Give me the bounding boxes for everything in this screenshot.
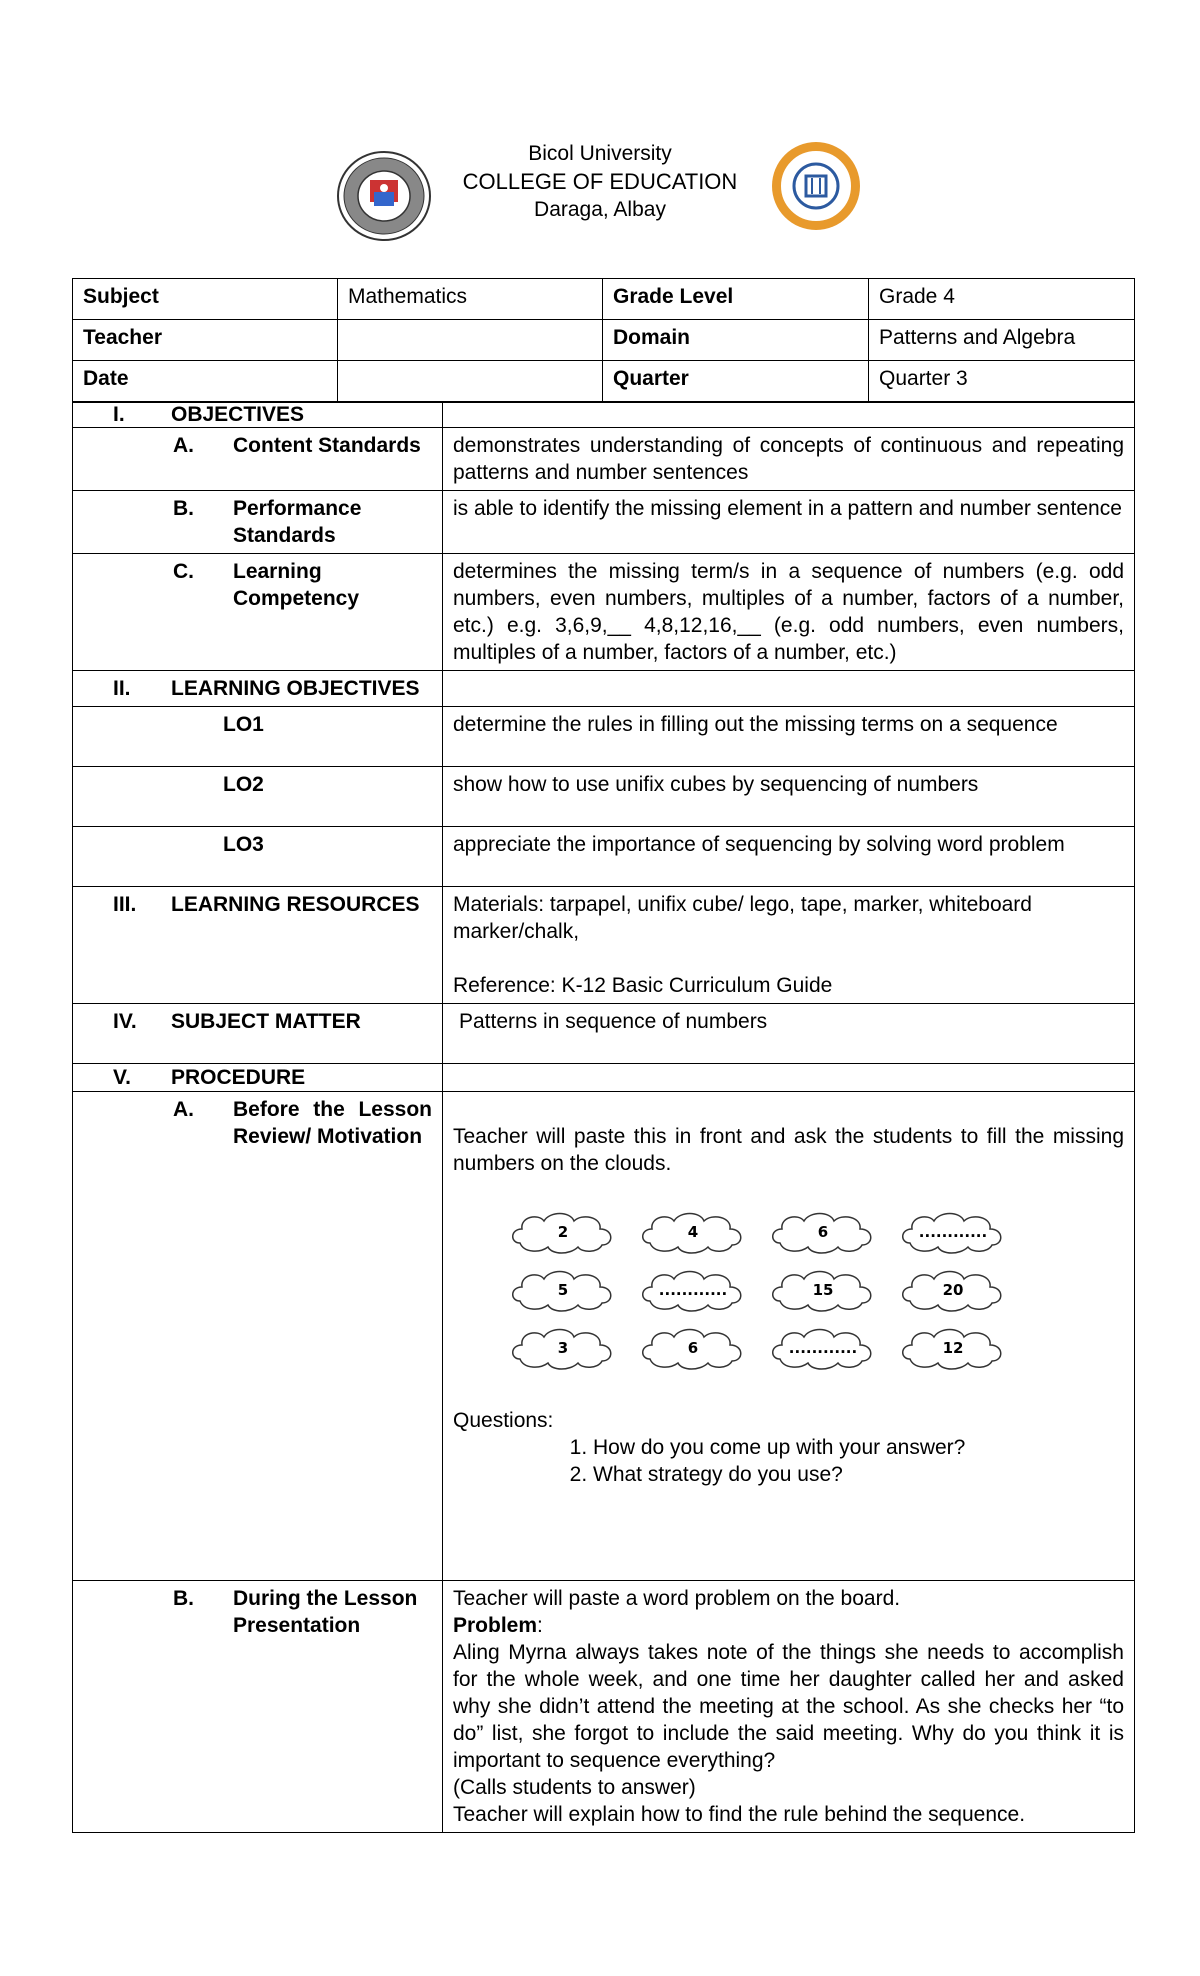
during-lesson-row: B. During the Lesson Presentation Teacher will paste a word problem on the board. Problem: Aling Myrna always takes note of the things she needs to accomplish for the whole week, and one time her daughter called her and asked why she didn’t attend the meeting at the school. As she checks her “to do” list, she forgot to include the said meeting. Why do you think it is important to sequence everything? (Calls students to answer) Teacher will explain how to find the rule behind the sequence.: [73, 1581, 1135, 1833]
lesson-plan-table: [72, 402, 1135, 1833]
lesson-info-table: [72, 278, 1135, 402]
performance-standards-label: Performance Standards: [233, 497, 362, 547]
lo1-text: determine the rules in filling out the missing terms on a sequence: [443, 707, 1135, 767]
objectives-section-row: [73, 403, 1135, 428]
section-title: LEARNING OBJECTIVES: [171, 677, 420, 700]
teacher-value: [338, 320, 603, 361]
subject-matter-text: Patterns in sequence of numbers: [443, 1004, 1135, 1064]
before-lesson-text: Teacher will paste this in front and ask the students to fill the missing numbers on the clouds.: [453, 1125, 1124, 1175]
section-number: III.: [113, 893, 137, 916]
learning-competency-label: Learning Competency: [233, 560, 360, 610]
learning-resources-section-row: [73, 887, 1135, 1004]
learning-objectives-section-row: [73, 671, 1135, 707]
subject-matter-section-row: [73, 1004, 1135, 1064]
cloud-number: ............: [918, 1223, 988, 1241]
item-letter: A.: [173, 1098, 194, 1121]
domain-label: Domain: [603, 320, 869, 361]
lo2-text: show how to use unifix cubes by sequencing of numbers: [443, 767, 1135, 827]
section-title: LEARNING RESOURCES: [171, 893, 420, 916]
cloud-item: [638, 1265, 748, 1313]
problem-label: Problem: [453, 1614, 538, 1637]
section-title: PROCEDURE: [171, 1066, 306, 1089]
item-letter: A.: [173, 434, 194, 457]
during-lesson-label: During the Lesson Presentation: [233, 1587, 418, 1637]
before-lesson-row: [73, 1092, 1135, 1581]
section-title: SUBJECT MATTER: [171, 1010, 361, 1033]
cloud-item: [898, 1207, 1008, 1255]
university-name: Bicol University: [528, 142, 672, 165]
section-number: IV.: [113, 1010, 137, 1033]
location: Daraga, Albay: [534, 198, 666, 221]
cloud-item: [508, 1265, 618, 1313]
content-standards-label: Content Standards: [233, 434, 421, 457]
cloud-number: 20: [942, 1281, 964, 1299]
grade-level-value: Grade 4: [869, 279, 1135, 320]
item-letter: B.: [173, 1587, 194, 1610]
learning-competency-text: determines the missing term/s in a sequence of numbers (e.g. odd numbers, even numbers, multiples of a number, factors of a number, etc.) e.g. 3,6,9,__ 4,8,12,16,__ (e.g. odd numbers, even numbers, multiples of a number, factors of a number, etc.): [443, 554, 1135, 671]
college-name: COLLEGE OF EDUCATION: [462, 169, 738, 194]
materials-text: Materials: tarpapel, unifix cube/ lego, tape, marker, whiteboard marker/chalk,: [453, 893, 1032, 943]
cloud-item: [638, 1323, 748, 1371]
question-item: 2. What strategy do you use?: [593, 1461, 1124, 1488]
content-standards-text: demonstrates understanding of concepts of continuous and repeating patterns and number sentences: [443, 428, 1135, 491]
cloud-number: 5: [557, 1281, 569, 1299]
cloud-item: [898, 1265, 1008, 1313]
cloud-item: [768, 1323, 878, 1371]
item-letter: B.: [173, 497, 194, 520]
section-number: I.: [113, 403, 125, 426]
lo3-text: appreciate the importance of sequencing by solving word problem: [443, 827, 1135, 887]
quarter-value: Quarter 3: [869, 361, 1135, 402]
section-number: V.: [113, 1066, 131, 1089]
lo1-label: LO1: [73, 707, 443, 767]
cloud-item: [508, 1323, 618, 1371]
cloud-number: 3: [557, 1339, 569, 1357]
lo3-label: LO3: [73, 827, 443, 887]
grade-level-label: Grade Level: [603, 279, 869, 320]
cloud-number: 6: [817, 1223, 829, 1241]
lo2-row: [73, 767, 1135, 827]
teacher-label: Teacher: [73, 320, 338, 361]
learning-competency-row: [73, 554, 1135, 671]
cloud-item: [768, 1265, 878, 1313]
cloud-item: [508, 1207, 618, 1255]
problem-text: Aling Myrna always takes note of the things she needs to accomplish for the whole week, and one time her daughter called her and asked why she didn’t attend the meeting at the school. As she checks her “to do” list, she forgot to include the said meeting. Why do you think it is important to sequence everything?: [453, 1641, 1124, 1772]
performance-standards-row: [73, 491, 1135, 554]
performance-standards-text: is able to identify the missing element in a pattern and number sentence: [443, 491, 1135, 554]
during-lesson-intro: Teacher will paste a word problem on the board.: [453, 1587, 901, 1610]
cloud-number-pattern: [508, 1207, 1028, 1387]
explain-text: Teacher will explain how to find the rule behind the sequence.: [453, 1803, 1026, 1826]
date-label: Date: [73, 361, 338, 402]
lo3-row: [73, 827, 1135, 887]
cloud-number: 15: [812, 1281, 834, 1299]
before-lesson-label: Before the Lesson Review/ Motivation: [233, 1098, 432, 1148]
date-value: [338, 361, 603, 402]
lo1-row: [73, 707, 1135, 767]
section-title: OBJECTIVES: [171, 403, 305, 426]
cloud-number: 6: [687, 1339, 699, 1357]
cloud-item: [898, 1323, 1008, 1371]
item-letter: C.: [173, 560, 194, 583]
lo2-label: LO2: [73, 767, 443, 827]
questions-list: [453, 1434, 1124, 1488]
cloud-number: ............: [658, 1281, 728, 1299]
cloud-item: [768, 1207, 878, 1255]
cloud-number: ............: [788, 1339, 858, 1357]
subject-value: Mathematics: [338, 279, 603, 320]
cloud-item: [638, 1207, 748, 1255]
calls-text: (Calls students to answer): [453, 1776, 696, 1799]
cloud-number: 4: [687, 1223, 699, 1241]
question-item: 1. How do you come up with your answer?: [593, 1434, 1124, 1461]
section-number: II.: [113, 677, 131, 700]
questions-label: Questions:: [453, 1409, 554, 1432]
cloud-number: 12: [942, 1339, 964, 1357]
subject-label: Subject: [73, 279, 338, 320]
procedure-section-row: [73, 1064, 1135, 1092]
reference-text: Reference: K-12 Basic Curriculum Guide: [453, 974, 833, 997]
content-standards-row: [73, 428, 1135, 491]
cloud-number: 2: [557, 1223, 569, 1241]
quarter-label: Quarter: [603, 361, 869, 402]
college-of-education-seal-icon: [770, 140, 862, 232]
domain-value: Patterns and Algebra: [869, 320, 1135, 361]
